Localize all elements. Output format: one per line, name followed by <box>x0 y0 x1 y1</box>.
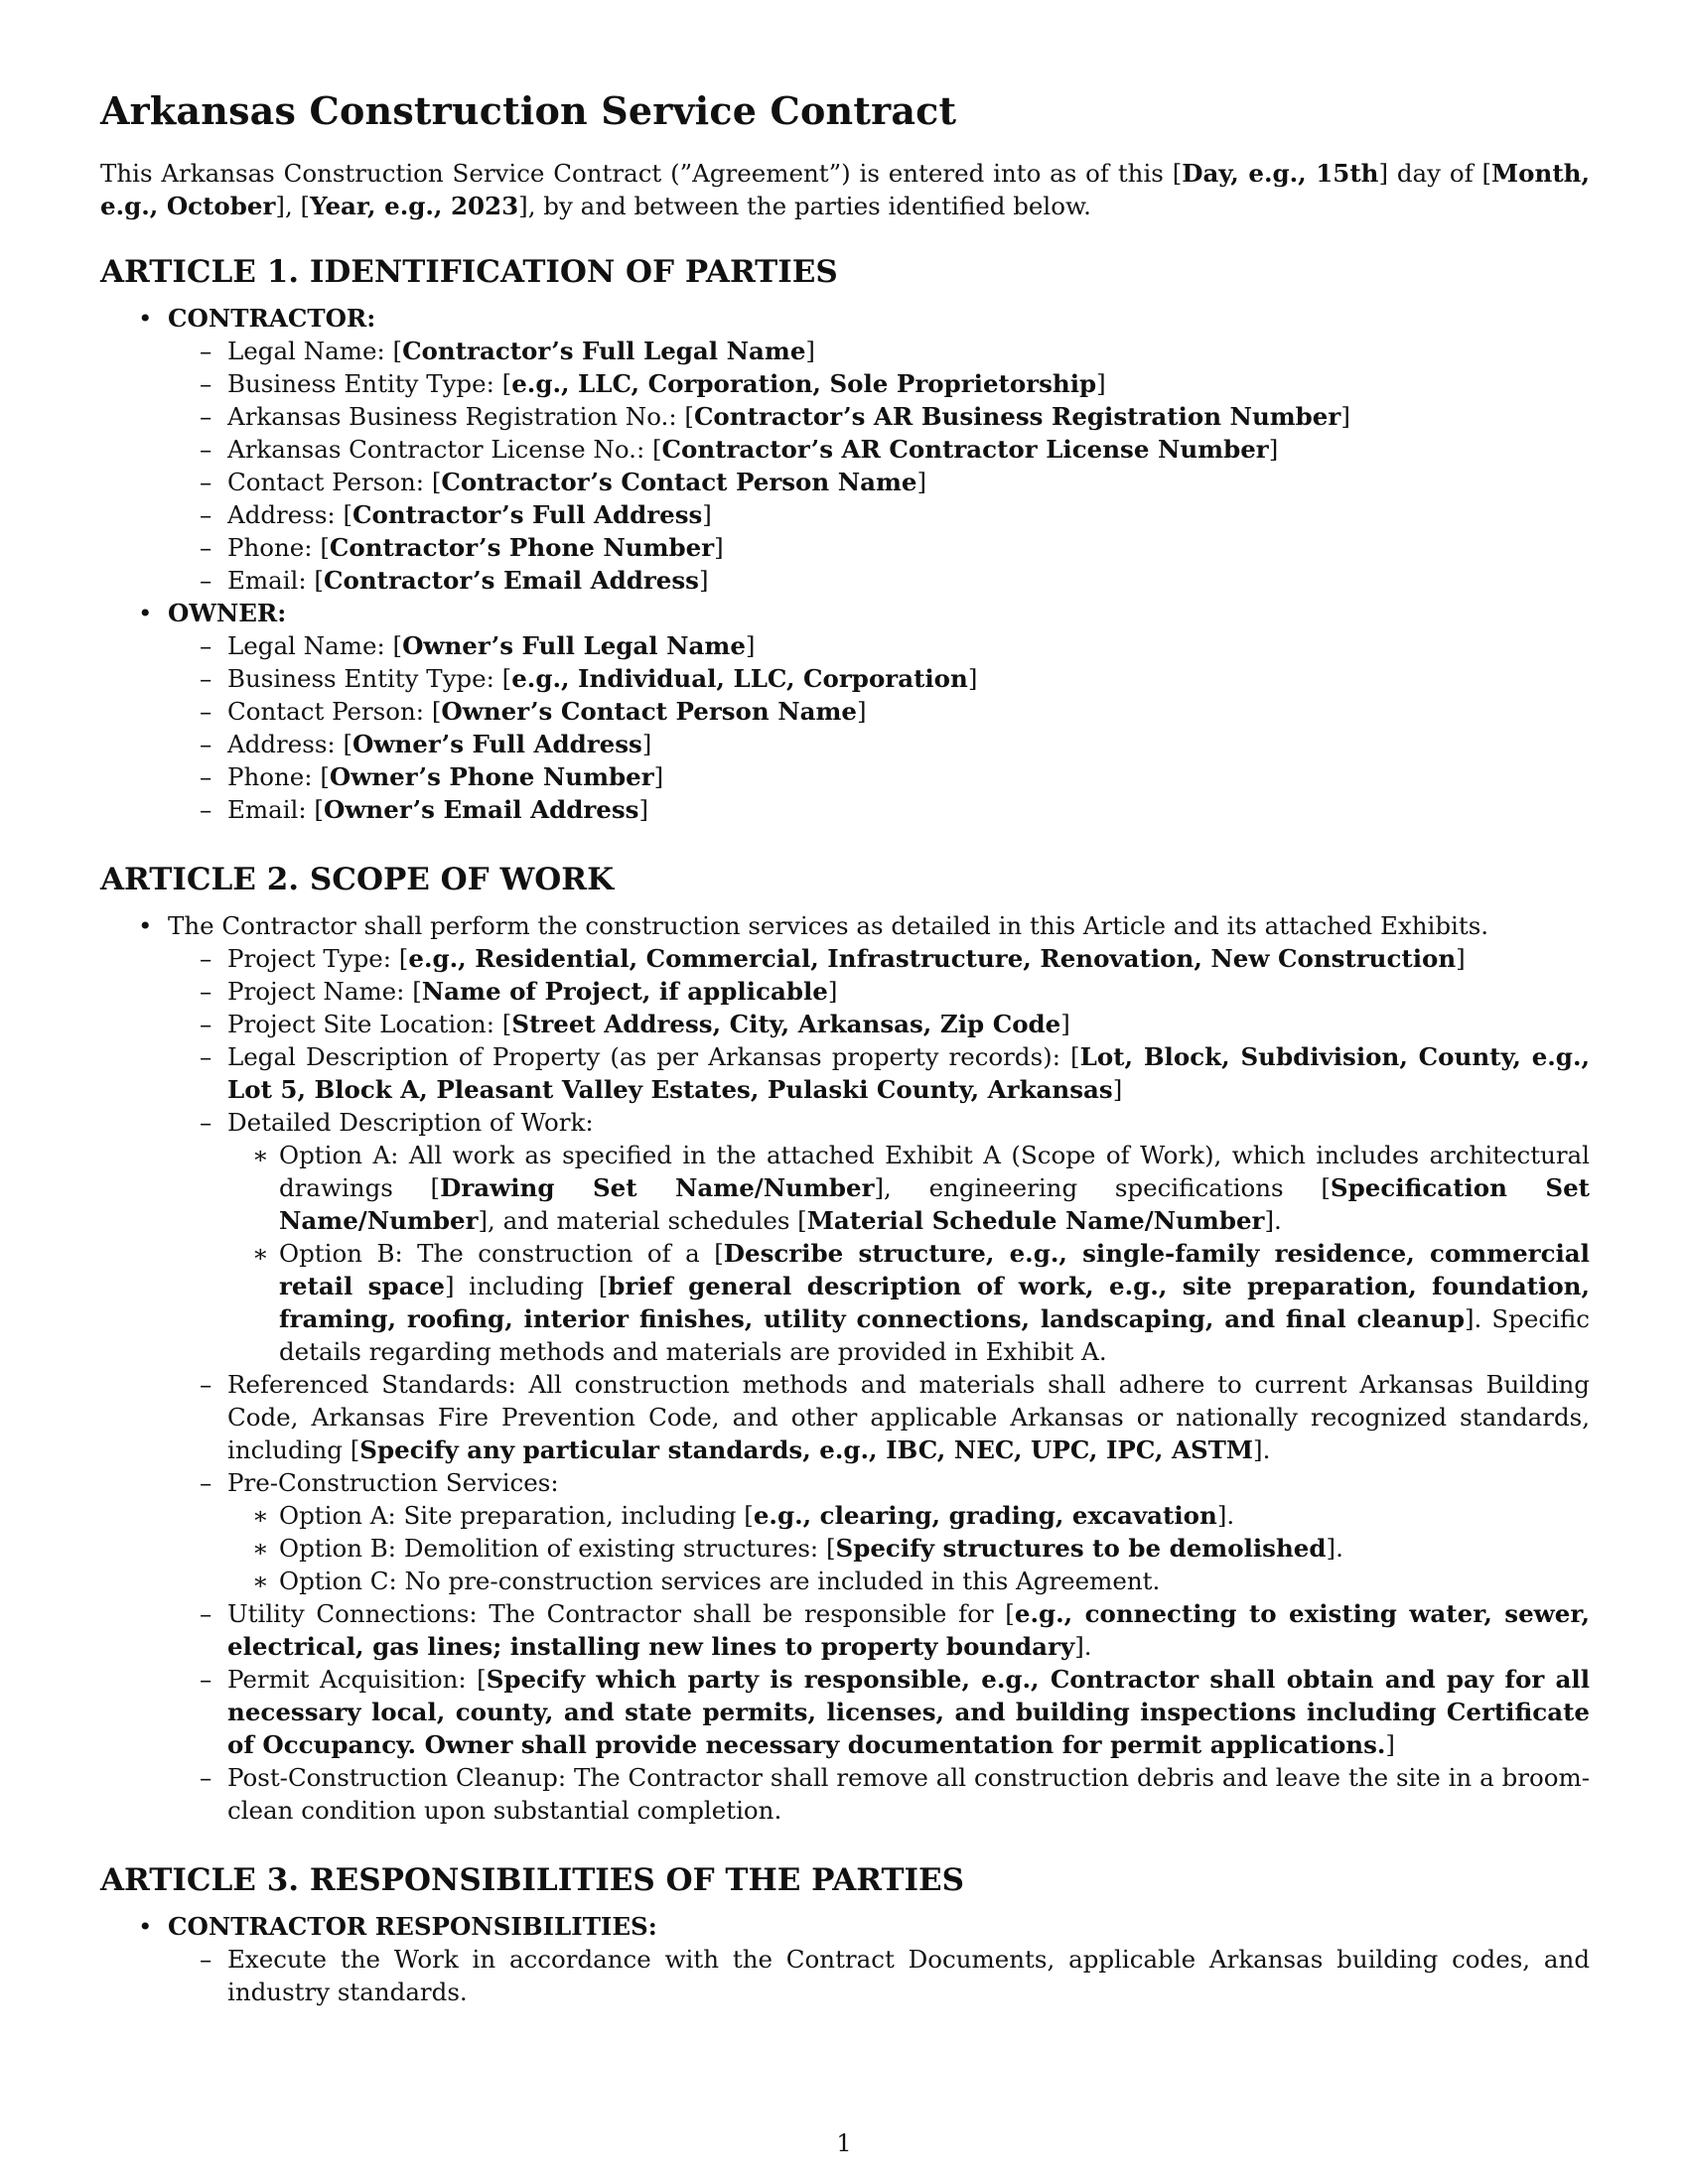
field-end: ] <box>1112 1075 1123 1104</box>
field-label: Phone: [ <box>227 533 330 562</box>
field-value: Owner’s Email Address <box>324 795 639 824</box>
field-value: Owner’s Phone Number <box>329 762 654 791</box>
item-text: Referenced Standards: All construction methods and materials shall adhere to current Arkansas Building Code, Arkansas Fire Prevention Code, and other applicable Arkansas or nationally recognized standards, including [ <box>227 1370 1590 1464</box>
field-value: e.g., LLC, Corporation, Sole Proprietorship <box>511 369 1097 398</box>
item-text: ] <box>1385 1730 1395 1759</box>
option-text: Option A: Site preparation, including [ <box>279 1501 754 1530</box>
option-text: ]. <box>1264 1206 1282 1235</box>
field-label: Legal Name: [ <box>227 337 403 365</box>
field-label: Project Type: [ <box>227 944 409 973</box>
list-item <box>168 367 1590 400</box>
list-item <box>168 531 1590 564</box>
pre-construction-item <box>168 1466 1590 1597</box>
detailed-option-a <box>227 1139 1590 1237</box>
field-end: ] <box>1060 1010 1070 1038</box>
placeholder: Specify any particular standards, e.g., IBC, NEC, UPC, IPC, ASTM <box>359 1435 1254 1464</box>
field-label: Phone: [ <box>227 762 330 791</box>
day-placeholder: Day, e.g., 15th <box>1182 159 1379 188</box>
field-end: ] <box>1340 402 1350 431</box>
project-name-item <box>168 975 1590 1008</box>
field-end: ] <box>1456 944 1466 973</box>
option-text: Option A: All work as specified in the attached Exhibit A (Scope of Work), which includes architectural drawings [ <box>279 1141 1590 1202</box>
placeholder: brief general description of work, e.g., site preparation, foundation, framing, roofing, interior finishes, utility connections, landscaping, and final cleanup <box>279 1272 1591 1333</box>
list-item <box>168 793 1590 826</box>
placeholder: Specification Set Name/Number <box>279 1173 1590 1235</box>
field-end: ] <box>967 664 978 693</box>
scope-lead: The Contractor shall perform the construction services as detailed in this Article and its attached Exhibits. <box>168 911 1489 940</box>
list-item: – Execute the Work in accordance with the Contract Documents, applicable Arkansas building codes, and industry standards. <box>168 1943 1590 2008</box>
field-label: Email: [ <box>227 566 324 595</box>
detailed-description-item <box>168 1106 1590 1368</box>
month-placeholder: Month, e.g., October <box>100 159 1590 220</box>
site-location-item <box>168 1008 1590 1040</box>
field-end: ] <box>702 500 712 529</box>
list-item <box>168 728 1590 760</box>
field-value: Contractor’s AR Business Registration Number <box>693 402 1341 431</box>
article-1-heading: ARTICLE 1. IDENTIFICATION OF PARTIES <box>100 254 838 290</box>
legal-description-item <box>168 1040 1590 1106</box>
list-item <box>168 400 1590 433</box>
field-label: Legal Description of Property (as per Arkansas property records): [ <box>227 1042 1080 1071</box>
field-end: ] <box>827 977 838 1006</box>
field-value: e.g., Residential, Commercial, Infrastructure, Renovation, New Construction <box>408 944 1457 973</box>
contractor-section <box>100 302 1590 597</box>
option-text: ]. Specific details regarding methods and materials are provided in Exhibit A. <box>279 1304 1590 1366</box>
list-item <box>168 433 1590 466</box>
utility-connections-item <box>168 1597 1590 1663</box>
option-text: Option B: The construction of a [ <box>279 1239 724 1268</box>
list-item <box>168 662 1590 695</box>
placeholder: Describe structure, e.g., single-family residence, commercial retail space <box>279 1239 1590 1300</box>
contractor-fields <box>168 335 1590 597</box>
item-text: ]. <box>1253 1435 1271 1464</box>
permit-acquisition-item <box>168 1663 1590 1761</box>
owner-fields <box>168 629 1590 826</box>
placeholder: e.g., clearing, grading, excavation <box>753 1501 1217 1530</box>
field-label: Project Name: [ <box>227 977 422 1006</box>
field-label: Email: [ <box>227 795 324 824</box>
field-end: ] <box>698 566 709 595</box>
field-end: ] <box>857 697 867 726</box>
field-label: Business Entity Type: [ <box>227 664 512 693</box>
field-value: Contractor’s Email Address <box>324 566 699 595</box>
responsibilities-list <box>100 1910 1590 2008</box>
list-item <box>168 335 1590 367</box>
item-text: Permit Acquisition: [ <box>227 1665 487 1694</box>
field-end: ] <box>745 631 756 660</box>
field-value: Contractor’s AR Contractor License Number <box>661 435 1269 464</box>
intro-text: ] day of [ <box>1378 159 1492 188</box>
precon-option-c: ∗ Option C: No pre-construction services are included in this Agreement. <box>227 1565 1590 1597</box>
option-text: ] including [ <box>444 1272 609 1300</box>
list-item <box>168 564 1590 597</box>
owner-label: OWNER: <box>168 599 287 627</box>
precon-option-a <box>227 1499 1590 1532</box>
option-text: ]. <box>1326 1534 1343 1563</box>
field-end: ] <box>916 468 927 496</box>
field-value: Owner’s Full Address <box>352 730 642 758</box>
intro-text: ], by and between the parties identified below. <box>518 192 1091 220</box>
detailed-option-b <box>227 1237 1590 1368</box>
contractor-responsibilities-section <box>100 1910 1590 2008</box>
contractor-responsibilities-label: CONTRACTOR RESPONSIBILITIES: <box>168 1912 657 1941</box>
article-2-heading: ARTICLE 2. SCOPE OF WORK <box>100 862 615 897</box>
field-label: Business Entity Type: [ <box>227 369 512 398</box>
placeholder: Drawing Set Name/Number <box>440 1173 875 1202</box>
field-value: Contractor’s Full Legal Name <box>402 337 806 365</box>
pre-construction-options <box>227 1499 1590 1597</box>
field-value: Street Address, City, Arkansas, Zip Code <box>511 1010 1061 1038</box>
contractor-responsibilities-items <box>168 1943 1590 2008</box>
owner-section <box>100 597 1590 826</box>
placeholder: Material Schedule Name/Number <box>806 1206 1265 1235</box>
post-construction-cleanup-item: – Post-Construction Cleanup: The Contractor shall remove all construction debris and leave the site in a broom-clean condition upon substantial completion. <box>168 1761 1590 1827</box>
field-label: Contact Person: [ <box>227 697 442 726</box>
field-end: ] <box>805 337 815 365</box>
field-label: Arkansas Business Registration No.: [ <box>227 402 694 431</box>
placeholder: Specify structures to be demolished <box>835 1534 1327 1563</box>
document-title: Arkansas Construction Service Contract <box>100 88 957 133</box>
intro-paragraph <box>100 157 1590 222</box>
option-text: ], and material schedules [ <box>478 1206 807 1235</box>
field-end: ] <box>714 533 724 562</box>
field-value: Contractor’s Phone Number <box>329 533 715 562</box>
intro-text: ], [ <box>275 192 311 220</box>
field-value: Owner’s Full Legal Name <box>402 631 746 660</box>
list-item <box>168 466 1590 498</box>
field-end: ] <box>1096 369 1106 398</box>
article-3-heading: ARTICLE 3. RESPONSIBILITIES OF THE PARTIES <box>100 1862 965 1898</box>
list-item <box>168 629 1590 662</box>
project-type-item <box>168 942 1590 975</box>
field-value: e.g., Individual, LLC, Corporation <box>511 664 968 693</box>
field-value: Contractor’s Full Address <box>352 500 703 529</box>
scope-list <box>100 909 1590 1827</box>
year-placeholder: Year, e.g., 2023 <box>310 192 519 220</box>
field-label: Detailed Description of Work: <box>227 1108 594 1137</box>
field-end: ] <box>641 730 652 758</box>
field-end: ] <box>1268 435 1279 464</box>
placeholder: Specify which party is responsible, e.g., Contractor shall obtain and pay for all necessary local, county, and state permits, licenses, and building inspections including Certificate of Occupancy. Owner shall provide necessary documentation for permit applications. <box>227 1665 1590 1759</box>
list-item <box>168 695 1590 728</box>
field-end: ] <box>638 795 649 824</box>
document-page <box>100 87 1590 2008</box>
scope-section <box>100 909 1590 1827</box>
scope-items <box>168 942 1590 1827</box>
field-label: Address: [ <box>227 500 353 529</box>
item-text: ]. <box>1074 1632 1092 1661</box>
option-text: ], engineering specifications [ <box>874 1173 1331 1202</box>
item-text: Utility Connections: The Contractor shall be responsible for [ <box>227 1599 1015 1628</box>
field-value: Name of Project, if applicable <box>421 977 828 1006</box>
contractor-label: CONTRACTOR: <box>168 304 376 333</box>
parties-list <box>100 302 1590 826</box>
option-text: ]. <box>1216 1501 1235 1530</box>
field-end: ] <box>653 762 664 791</box>
field-label: Project Site Location: [ <box>227 1010 512 1038</box>
field-label: Contact Person: [ <box>227 468 442 496</box>
field-label: Arkansas Contractor License No.: [ <box>227 435 662 464</box>
placeholder: e.g., connecting to existing water, sewer, electrical, gas lines; installing new lines to property boundary <box>227 1599 1590 1661</box>
field-value: Owner’s Contact Person Name <box>441 697 858 726</box>
list-item <box>168 498 1590 531</box>
field-value: Contractor’s Contact Person Name <box>441 468 917 496</box>
field-label: Pre-Construction Services: <box>227 1468 559 1497</box>
field-label: Legal Name: [ <box>227 631 403 660</box>
detailed-options <box>227 1139 1590 1368</box>
list-item <box>168 760 1590 793</box>
precon-option-b <box>227 1532 1590 1565</box>
field-value: Lot, Block, Subdivision, County, e.g., Lot 5, Block A, Pleasant Valley Estates, Pulaski County, Arkansas <box>227 1042 1590 1104</box>
option-text: Option B: Demolition of existing structures: [ <box>279 1534 836 1563</box>
referenced-standards-item <box>168 1368 1590 1466</box>
page-number: 1 <box>836 2129 852 2157</box>
intro-text: This Arkansas Construction Service Contract (”Agreement”) is entered into as of this [ <box>100 159 1183 188</box>
field-label: Address: [ <box>227 730 353 758</box>
